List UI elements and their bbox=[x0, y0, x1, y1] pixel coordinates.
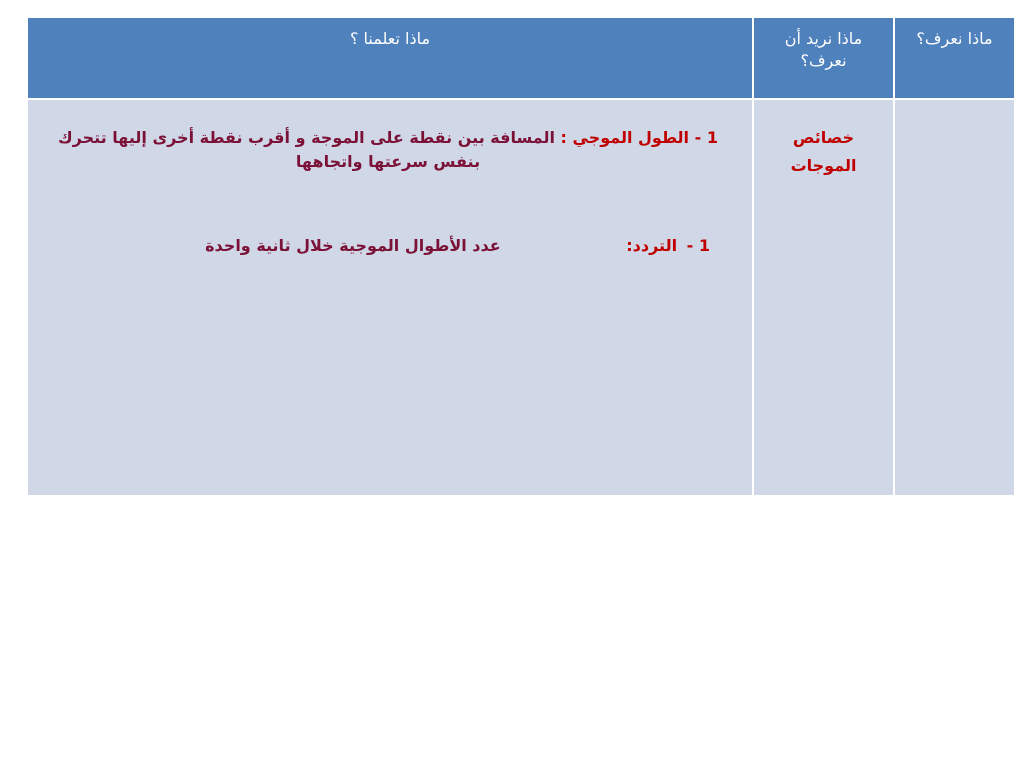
learned-item-wavelength bbox=[38, 126, 738, 174]
header-want-label: ماذا نريد أن نعرف؟ bbox=[784, 29, 863, 70]
item-definition: المسافة بين نقطة على الموجة و أقرب نقطة أخرى إليها تتحرك بنفس سرعتها واتجاهها bbox=[58, 128, 555, 171]
item-number: 1 - bbox=[686, 236, 710, 255]
header-want bbox=[753, 17, 894, 99]
item-number: 1 - bbox=[694, 128, 718, 147]
header-know: ماذا نعرف؟ bbox=[894, 17, 1015, 99]
learned-cell bbox=[27, 99, 753, 496]
header-learned: ماذا تعلمنا ؟ bbox=[27, 17, 753, 99]
want-text: خصائص الموجات bbox=[790, 128, 857, 175]
learned-item-frequency bbox=[205, 234, 710, 258]
body-row bbox=[27, 99, 1015, 496]
know-cell bbox=[894, 99, 1015, 496]
want-cell bbox=[753, 99, 894, 496]
item-definition: عدد الأطوال الموجية خلال ثانية واحدة bbox=[205, 236, 501, 255]
kwl-table bbox=[26, 16, 1016, 497]
header-row bbox=[27, 17, 1015, 99]
item-term: التردد: bbox=[626, 236, 678, 255]
item-term: الطول الموجي : bbox=[560, 128, 690, 147]
